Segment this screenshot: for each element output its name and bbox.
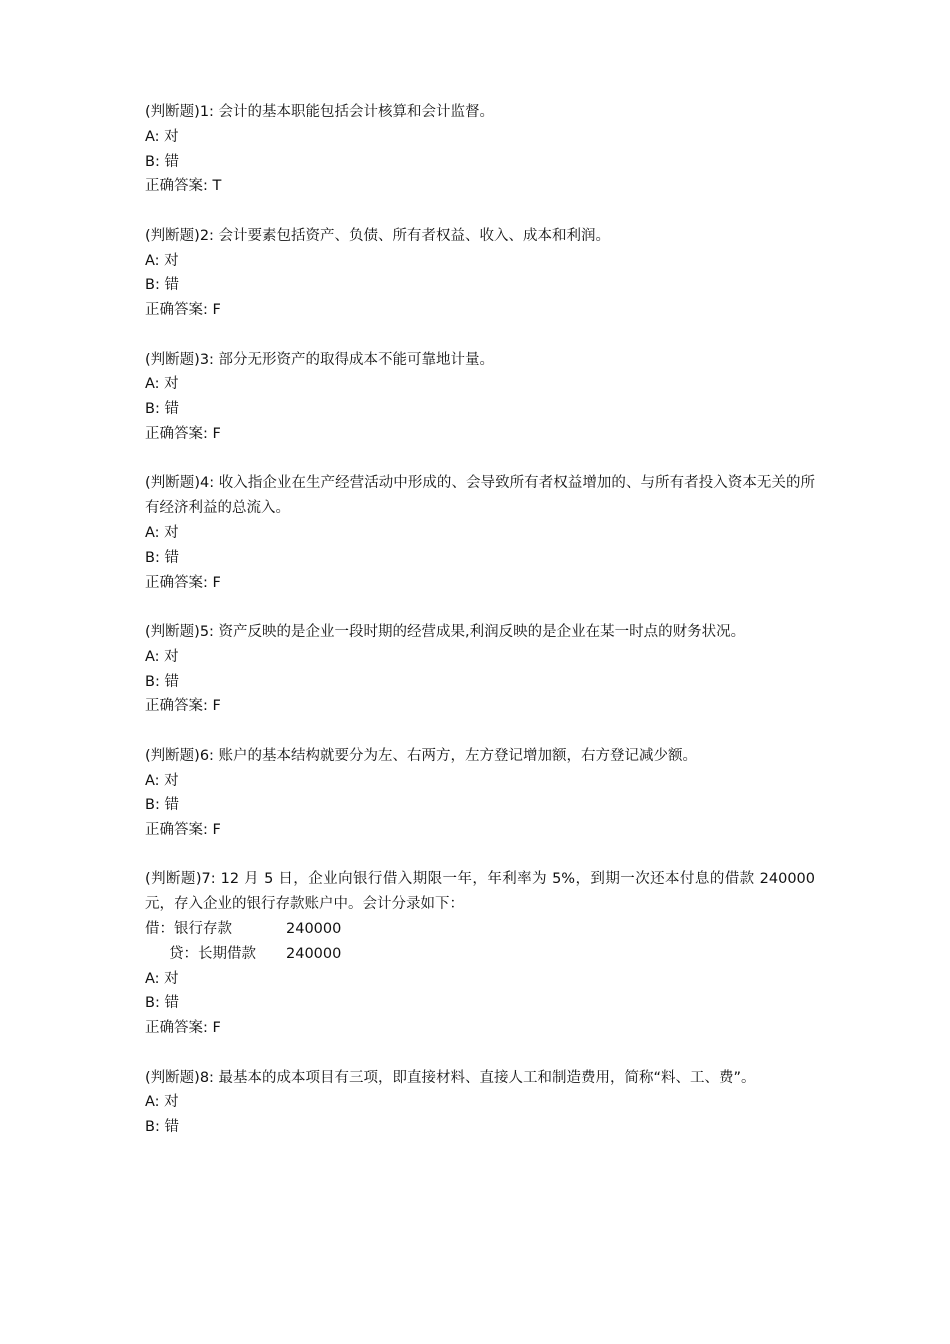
question-4 <box>145 471 815 595</box>
question-stem: (判断题)1: 会计的基本职能包括会计核算和会计监督。 <box>145 104 495 120</box>
question-1 <box>145 100 815 199</box>
question-stem: (判断题)7: 12 月 5 日，企业向银行借入期限一年，年利率为 5%，到期一次还本付息的借款 240000 元，存入企业的银行存款账户中。会计分录如下： <box>145 871 815 913</box>
entry-amount: 240000 <box>286 921 342 938</box>
option-a: A: 对 <box>145 648 179 665</box>
correct-answer: 正确答案: F <box>145 822 221 839</box>
entry-account: 借：银行存款 <box>145 921 232 938</box>
question-5 <box>145 620 815 719</box>
question-8 <box>145 1066 815 1140</box>
question-stem: (判断题)2: 会计要素包括资产、负债、所有者权益、收入、成本和利润。 <box>145 227 611 244</box>
question-stem: (判断题)4: 收入指企业在生产经营活动中形成的、会导致所有者权益增加的、与所有者投入资本无关的所有经济利益的总流入。 <box>145 475 815 517</box>
option-a: A: 对 <box>145 524 179 541</box>
option-b: B: 错 <box>145 995 179 1012</box>
entry-amount: 240000 <box>286 945 342 962</box>
option-a: A: 对 <box>145 376 179 393</box>
option-b: B: 错 <box>145 549 179 566</box>
option-b: B: 错 <box>145 401 179 418</box>
question-list <box>145 100 815 1165</box>
option-a: A: 对 <box>145 970 179 987</box>
question-3 <box>145 348 815 447</box>
question-stem: (判断题)8: 最基本的成本项目有三项，即直接材料、直接人工和制造费用，简称“料、工、费”。 <box>145 1069 756 1086</box>
question-6 <box>145 744 815 843</box>
option-a: A: 对 <box>145 1094 179 1111</box>
correct-answer: 正确答案: F <box>145 1020 221 1037</box>
option-b: B: 错 <box>145 1119 179 1136</box>
journal-entry-debit <box>145 917 815 942</box>
question-stem: (判断题)3: 部分无形资产的取得成本不能可靠地计量。 <box>145 351 495 368</box>
option-b: B: 错 <box>145 797 179 814</box>
option-b: B: 错 <box>145 153 179 170</box>
question-7 <box>145 867 815 1041</box>
correct-answer: 正确答案: F <box>145 574 221 591</box>
option-a: A: 对 <box>145 772 179 789</box>
correct-answer: 正确答案: F <box>145 698 221 715</box>
option-b: B: 错 <box>145 277 179 294</box>
correct-answer: 正确答案: T <box>145 178 222 195</box>
correct-answer: 正确答案: F <box>145 425 221 442</box>
entry-account: 贷：长期借款 <box>169 945 256 962</box>
option-a: A: 对 <box>145 128 179 145</box>
question-2 <box>145 224 815 323</box>
correct-answer: 正确答案: F <box>145 302 221 319</box>
option-a: A: 对 <box>145 252 179 269</box>
question-stem: (判断题)5: 资产反映的是企业一段时期的经营成果,利润反映的是企业在某一时点的财务状况。 <box>145 623 746 640</box>
question-stem: (判断题)6: 账户的基本结构就要分为左、右两方，左方登记增加额，右方登记减少额。 <box>145 747 698 764</box>
option-b: B: 错 <box>145 673 179 690</box>
journal-entry-credit <box>145 942 815 967</box>
